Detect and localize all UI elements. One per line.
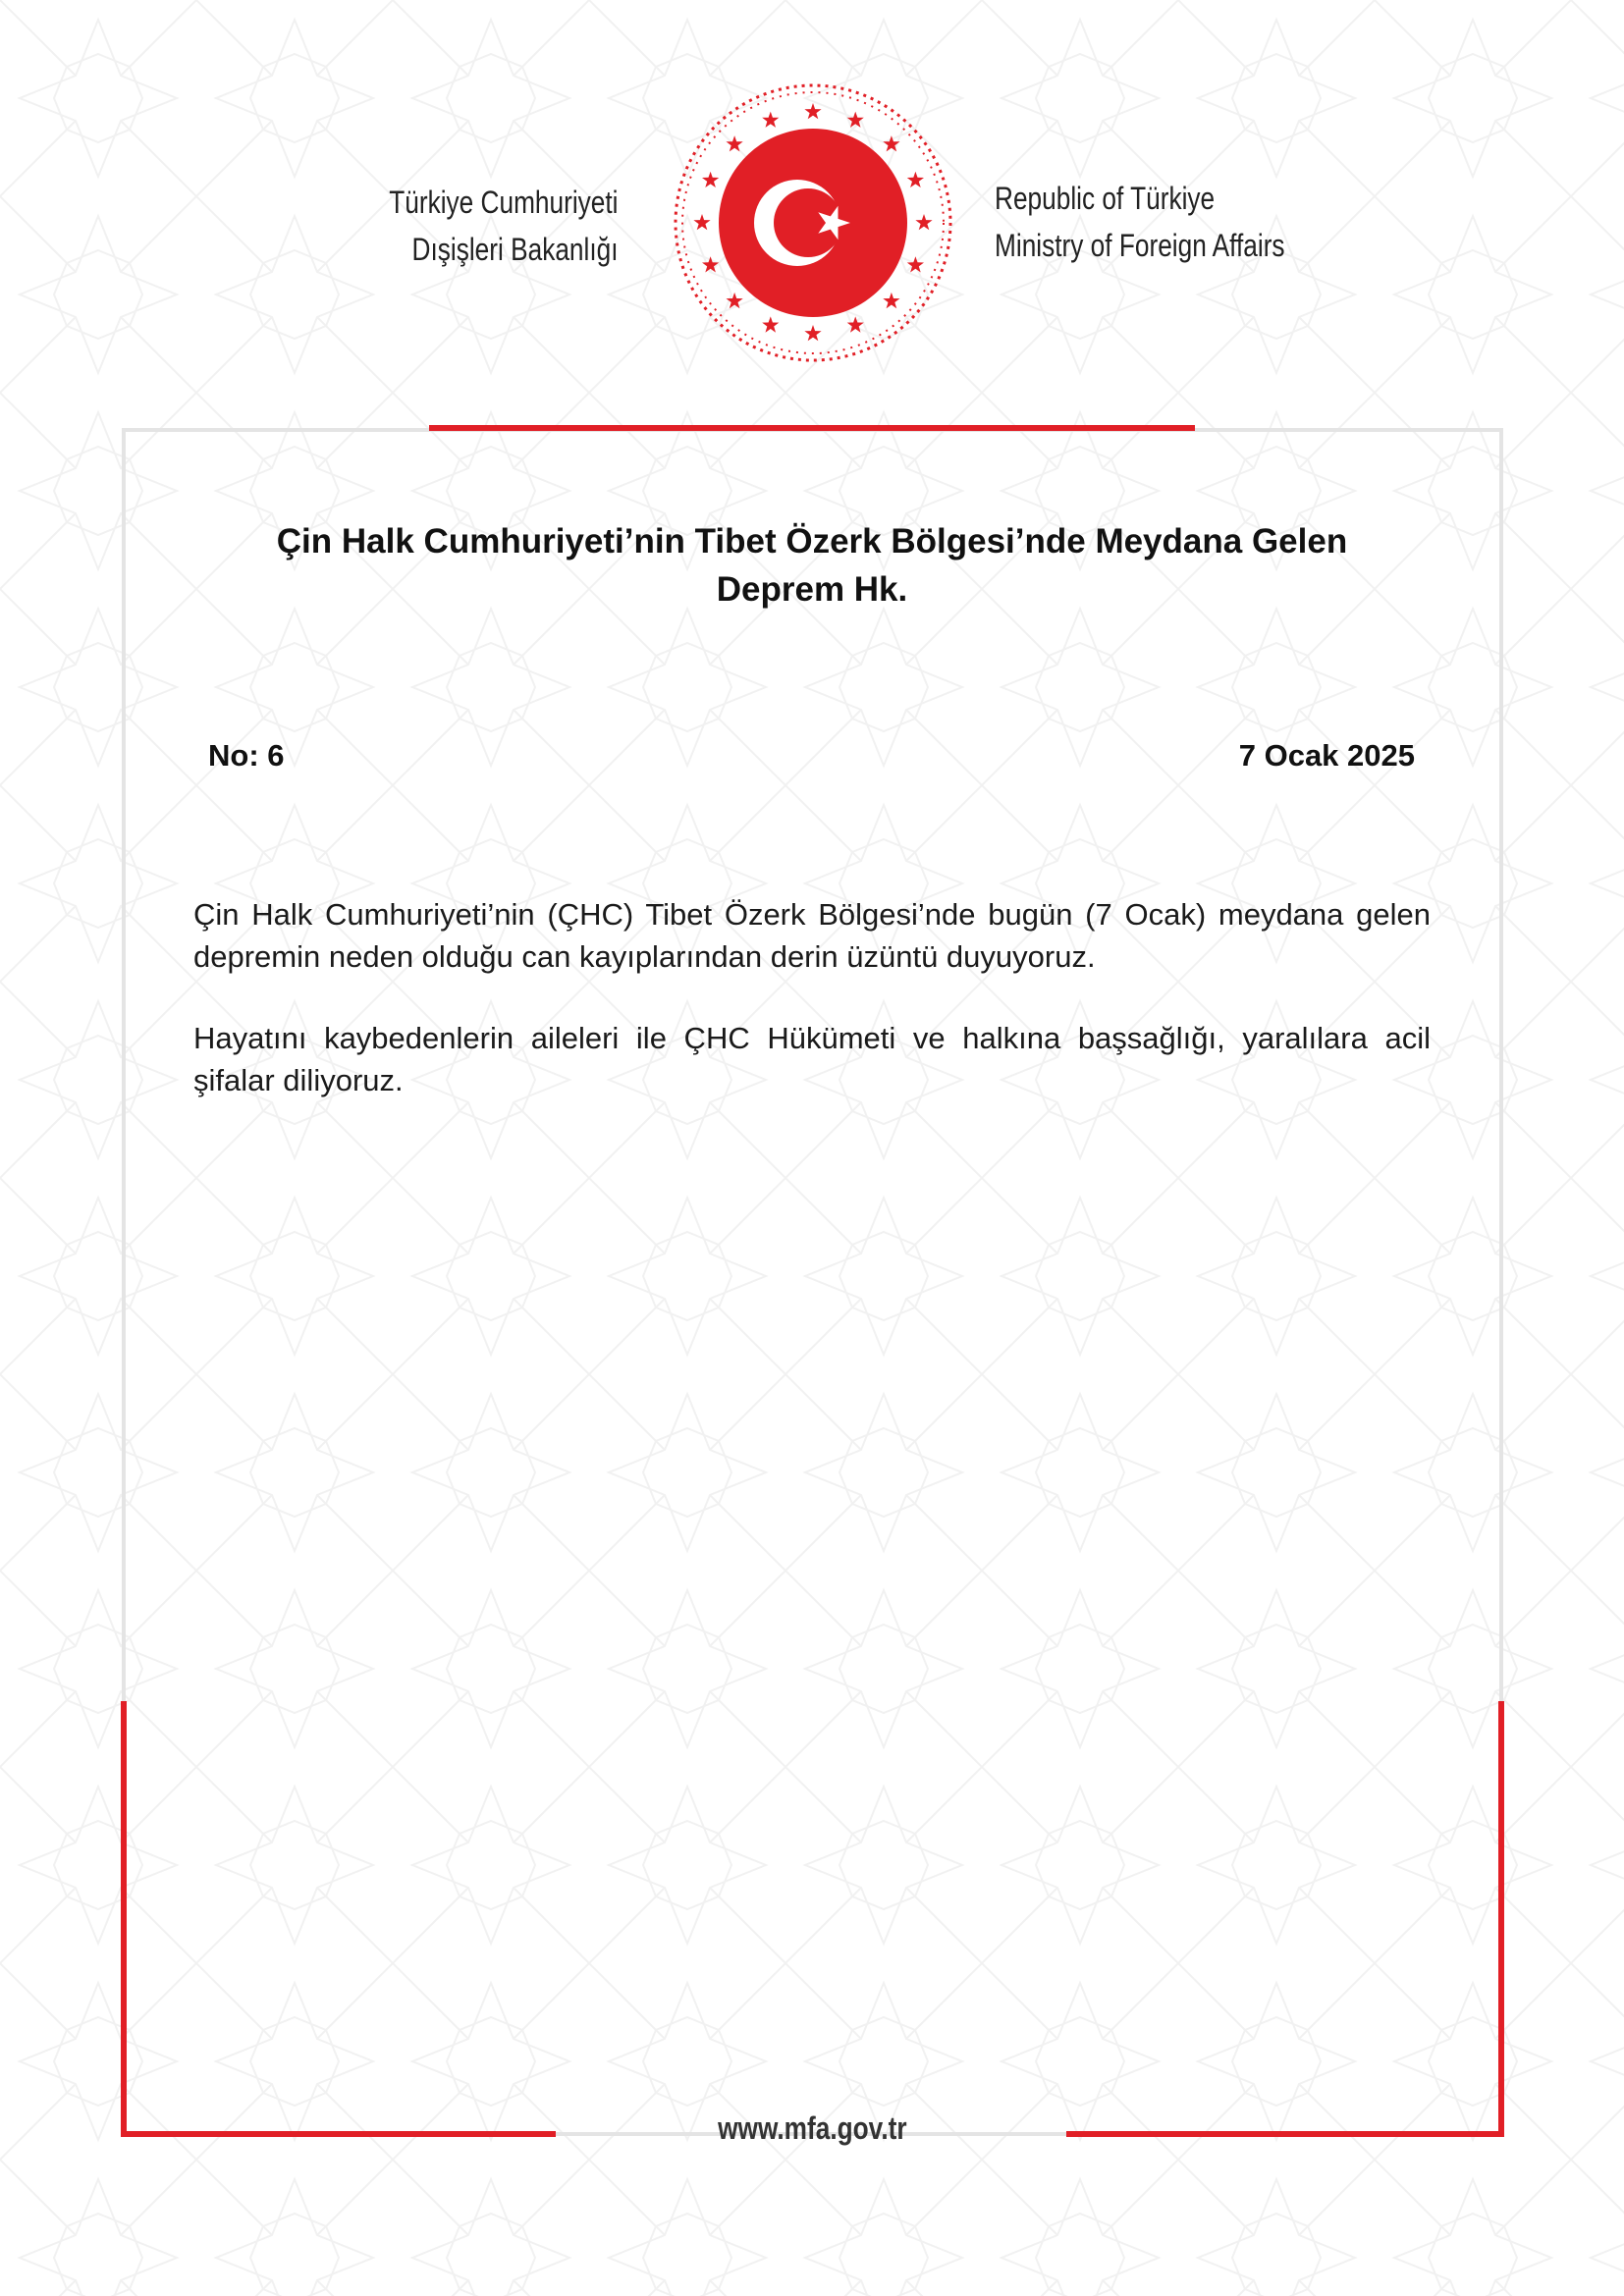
seal-star-icon	[762, 112, 779, 128]
seal-star-icon	[907, 172, 924, 187]
header-right-line1: Republic of Türkiye	[995, 181, 1216, 216]
seal-star-icon	[804, 103, 821, 119]
title-line-1: Çin Halk Cumhuriyeti’nin Tibet Özerk Bölgesi’nde Meydana Gelen	[276, 522, 1348, 561]
header-left-line1: Türkiye Cumhuriyeti	[389, 185, 619, 220]
body-paragraph-1: Çin Halk Cumhuriyeti’nin (ÇHC) Tibet Özerk Bölgesi’nde bugün (7 Ocak) meydana gelen depremin neden olduğu can kayıplarından derin üzüntü duyuyoruz.	[193, 897, 1431, 974]
seal-star-icon	[804, 325, 821, 341]
footer-website	[0, 2110, 1624, 2147]
seal-star-icon	[883, 293, 899, 308]
seal-star-icon	[907, 256, 924, 272]
document-title	[177, 517, 1447, 614]
seal-star-icon	[847, 112, 864, 128]
seal-star-icon	[847, 316, 864, 332]
seal-star-icon	[702, 256, 719, 272]
ministry-seal-logo	[671, 80, 955, 365]
document-body	[193, 893, 1431, 1141]
seal-star-icon	[727, 135, 743, 151]
seal-star-icon	[915, 214, 932, 230]
seal-star-icon	[693, 214, 710, 230]
header-turkish-name	[390, 179, 619, 273]
document-number: No: 6	[208, 738, 285, 773]
body-paragraph-2: Hayatını kaybedenlerin aileleri ile ÇHC Hükümeti ve halkına başsağlığı, yaralılara acil şifalar diliyoruz.	[193, 1021, 1431, 1097]
document-date: 7 Ocak 2025	[1238, 738, 1415, 773]
title-line-2: Deprem Hk.	[716, 570, 908, 609]
header-english-name	[995, 175, 1285, 269]
footer-url-text: www.mfa.gov.tr	[717, 2110, 907, 2146]
header-right-line2: Ministry of Foreign Affairs	[995, 228, 1285, 263]
header-left-line2: Dışişleri Bakanlığı	[412, 232, 619, 267]
seal-star-icon	[702, 172, 719, 187]
seal-star-icon	[727, 293, 743, 308]
seal-star-icon	[762, 316, 779, 332]
seal-star-icon	[883, 135, 899, 151]
